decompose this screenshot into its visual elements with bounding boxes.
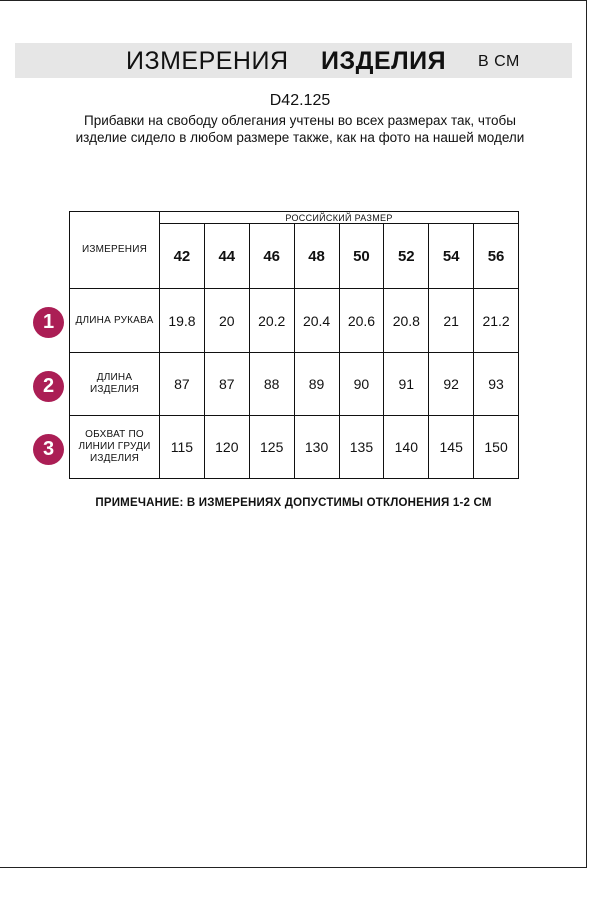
table-cell: 87 <box>160 353 205 416</box>
table-cell: 89 <box>294 353 339 416</box>
tolerance-note: ПРИМЕЧАНИЕ: В ИЗМЕРЕНИЯХ ДОПУСТИМЫ ОТКЛОНЕНИЯ 1-2 СМ <box>95 497 492 509</box>
title-band <box>15 43 572 78</box>
size-header: 44 <box>204 224 249 289</box>
size-table <box>69 211 519 479</box>
table-cell: 115 <box>160 416 205 479</box>
measurements-header: ИЗМЕРЕНИЯ <box>70 212 160 289</box>
table-cell: 91 <box>384 353 429 416</box>
size-header: 52 <box>384 224 429 289</box>
table-cell: 20.4 <box>294 289 339 353</box>
row-label-garment-length: ДЛИНА ИЗДЕЛИЯ <box>70 353 160 416</box>
table-cell: 20.8 <box>384 289 429 353</box>
table-cell: 90 <box>339 353 384 416</box>
table-cell: 130 <box>294 416 339 479</box>
table-cell: 93 <box>474 353 519 416</box>
title-unit: В СМ <box>478 53 520 70</box>
table-cell: 150 <box>474 416 519 479</box>
table-cell: 20.6 <box>339 289 384 353</box>
size-header: 48 <box>294 224 339 289</box>
title-word-product: ИЗДЕЛИЯ <box>321 47 447 75</box>
row-label-chest-circumference: ОБХВАТ ПО ЛИНИИ ГРУДИ ИЗДЕЛИЯ <box>70 416 160 479</box>
table-cell: 135 <box>339 416 384 479</box>
size-header: 42 <box>160 224 205 289</box>
product-code: D42.125 <box>269 92 331 109</box>
table-cell: 145 <box>429 416 474 479</box>
table-cell: 21 <box>429 289 474 353</box>
table-cell: 140 <box>384 416 429 479</box>
badge-3: 3 <box>33 434 64 465</box>
table-cell: 120 <box>204 416 249 479</box>
table-cell: 92 <box>429 353 474 416</box>
size-header: 54 <box>429 224 474 289</box>
table-row <box>70 416 519 479</box>
table-cell: 20 <box>204 289 249 353</box>
size-header: 46 <box>249 224 294 289</box>
size-system-caption: РОССИЙСКИЙ РАЗМЕР <box>160 212 519 224</box>
table-cell: 125 <box>249 416 294 479</box>
size-header: 56 <box>474 224 519 289</box>
row-label-sleeve-length: ДЛИНА РУКАВА <box>70 289 160 353</box>
table-cell: 21.2 <box>474 289 519 353</box>
table-cell: 88 <box>249 353 294 416</box>
table-cell: 19.8 <box>160 289 205 353</box>
table-cell: 20.2 <box>249 289 294 353</box>
size-header: 50 <box>339 224 384 289</box>
fit-description: Прибавки на свободу облегания учтены во всех размерах так, чтобы изделие сидело в любом размере также, как на фото на нашей модели <box>75 113 525 145</box>
table-cell: 87 <box>204 353 249 416</box>
table-row <box>70 289 519 353</box>
badge-1: 1 <box>33 307 64 338</box>
table-row <box>70 353 519 416</box>
badge-2: 2 <box>33 371 64 402</box>
title-word-measurements: ИЗМЕРЕНИЯ <box>126 47 289 75</box>
